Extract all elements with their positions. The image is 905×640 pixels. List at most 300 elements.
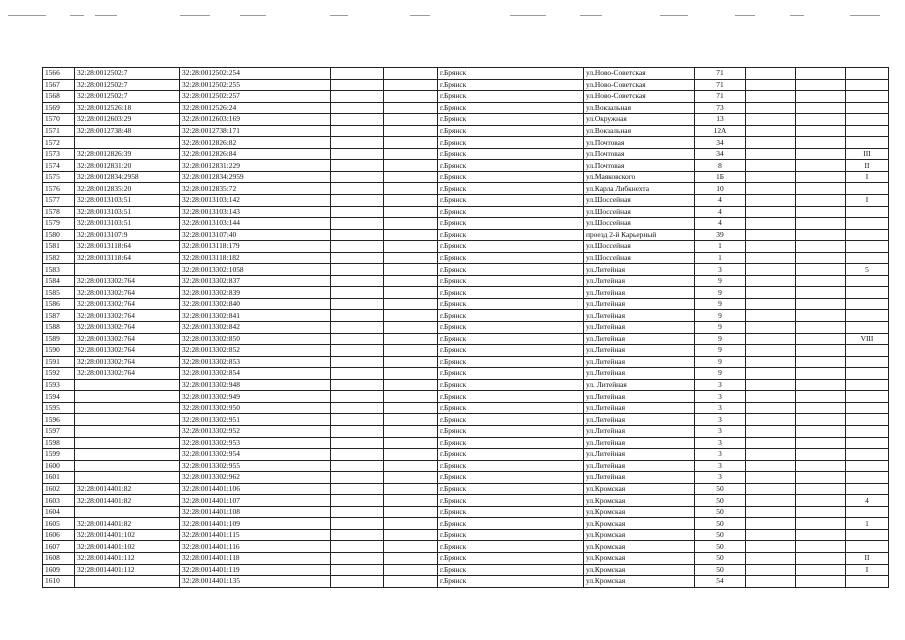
table-cell: 32:28:0014401:112	[75, 552, 180, 564]
table-cell	[746, 414, 796, 426]
table-cell: 32:28:0014401:112	[75, 564, 180, 576]
table-cell: 32:28:0012502:257	[180, 91, 331, 103]
table-cell	[331, 102, 384, 114]
table-cell: 1596	[43, 414, 75, 426]
table-cell: 32:28:0013302:949	[180, 391, 331, 403]
table-cell: 32:28:0013302:852	[180, 345, 331, 357]
table-cell: 32:28:0013103:143	[180, 206, 331, 218]
table-cell	[846, 483, 889, 495]
table-cell	[796, 218, 846, 230]
table-cell	[746, 264, 796, 276]
table-cell	[331, 252, 384, 264]
table-cell: ул.Литейная	[584, 287, 695, 299]
table-cell: 32:28:0012835:72	[180, 183, 331, 195]
table-cell	[331, 460, 384, 472]
table-cell	[384, 345, 438, 357]
table-cell: г.Брянск	[438, 391, 584, 403]
table-cell: 50	[695, 518, 746, 530]
table-cell	[746, 345, 796, 357]
table-cell: 13	[695, 114, 746, 126]
table-cell: 1579	[43, 218, 75, 230]
table-cell: ул.Почтовая	[584, 160, 695, 172]
table-cell	[796, 298, 846, 310]
table-cell	[331, 529, 384, 541]
table-cell: г.Брянск	[438, 529, 584, 541]
table-cell: г.Брянск	[438, 206, 584, 218]
table-cell: 4	[695, 195, 746, 207]
table-cell: 32:28:0013302:952	[180, 425, 331, 437]
table-cell: 3	[695, 437, 746, 449]
table-cell	[796, 345, 846, 357]
table-cell	[846, 114, 889, 126]
table-cell: ул.Литейная	[584, 275, 695, 287]
table-cell: г.Брянск	[438, 102, 584, 114]
table-cell	[846, 414, 889, 426]
table-cell	[384, 402, 438, 414]
table-cell: ул.Маяковского	[584, 171, 695, 183]
table-cell	[846, 137, 889, 149]
table-cell: проезд 2-й Карьерный	[584, 229, 695, 241]
table-cell: г.Брянск	[438, 356, 584, 368]
table-cell: ул.Литейная	[584, 414, 695, 426]
table-cell: г.Брянск	[438, 425, 584, 437]
table-cell	[746, 564, 796, 576]
table-cell	[384, 264, 438, 276]
table-row	[43, 345, 889, 357]
table-cell: 32:28:0012738:171	[180, 125, 331, 137]
table-cell	[384, 171, 438, 183]
table-cell: 54	[695, 576, 746, 588]
table-row	[43, 449, 889, 461]
table-cell	[796, 414, 846, 426]
table-cell: 32:28:0013302:764	[75, 298, 180, 310]
table-row	[43, 79, 889, 91]
table-cell: 32:28:0014401:118	[180, 552, 331, 564]
table-cell: 32:28:0012603:29	[75, 114, 180, 126]
table-cell	[796, 460, 846, 472]
table-cell: ул.Литейная	[584, 310, 695, 322]
table-cell	[384, 449, 438, 461]
table-cell: 10	[695, 183, 746, 195]
table-cell	[331, 564, 384, 576]
table-cell	[75, 449, 180, 461]
table-cell	[331, 345, 384, 357]
table-cell	[746, 183, 796, 195]
table-cell	[746, 298, 796, 310]
table-cell: ул.Литейная	[584, 264, 695, 276]
table-cell: 32:28:0013107:40	[180, 229, 331, 241]
table-cell: ул.Литейная	[584, 333, 695, 345]
table-cell: г.Брянск	[438, 91, 584, 103]
table-cell	[796, 183, 846, 195]
table-cell: 32:28:0013118:182	[180, 252, 331, 264]
table-cell: 1578	[43, 206, 75, 218]
table-row	[43, 160, 889, 172]
table-cell	[384, 275, 438, 287]
table-cell	[331, 125, 384, 137]
table-cell: 32:28:0014401:82	[75, 495, 180, 507]
table-cell	[746, 322, 796, 334]
table-cell: г.Брянск	[438, 171, 584, 183]
table-cell: ул.Литейная	[584, 391, 695, 403]
table-cell	[384, 125, 438, 137]
table-cell: 32:28:0013302:764	[75, 368, 180, 380]
table-cell: 5	[846, 264, 889, 276]
table-cell	[331, 506, 384, 518]
table-cell	[796, 541, 846, 553]
table-cell: ул.Шоссейная	[584, 241, 695, 253]
table-cell: г.Брянск	[438, 183, 584, 195]
table-cell: ул.Вокзальная	[584, 125, 695, 137]
table-cell: 4	[846, 495, 889, 507]
table-cell	[746, 148, 796, 160]
table-cell: 32:28:0013302:950	[180, 402, 331, 414]
table-cell	[384, 252, 438, 264]
table-cell	[746, 449, 796, 461]
table-cell	[331, 195, 384, 207]
table-cell	[746, 402, 796, 414]
table-cell: 3	[695, 425, 746, 437]
table-cell	[331, 437, 384, 449]
table-cell: г.Брянск	[438, 414, 584, 426]
table-cell	[384, 206, 438, 218]
table-cell: г.Брянск	[438, 310, 584, 322]
table-row	[43, 252, 889, 264]
table-cell	[384, 241, 438, 253]
table-cell	[796, 171, 846, 183]
table-cell: 32:28:0012835:20	[75, 183, 180, 195]
table-row	[43, 483, 889, 495]
table-cell	[796, 160, 846, 172]
table-cell: 32:28:0013302:955	[180, 460, 331, 472]
table-cell: 1	[846, 518, 889, 530]
table-cell	[846, 472, 889, 484]
table-row	[43, 264, 889, 276]
table-cell	[796, 91, 846, 103]
table-cell	[746, 206, 796, 218]
table-cell: 1571	[43, 125, 75, 137]
table-cell: ул.Литейная	[584, 322, 695, 334]
table-cell	[75, 576, 180, 588]
table-cell: 1595	[43, 402, 75, 414]
table-cell	[331, 518, 384, 530]
table-cell	[796, 495, 846, 507]
table-cell: 32:28:0012738:48	[75, 125, 180, 137]
table-cell	[384, 322, 438, 334]
table-cell: 32:28:0014401:109	[180, 518, 331, 530]
table-cell: 32:28:0013302:854	[180, 368, 331, 380]
table-cell: 9	[695, 333, 746, 345]
table-cell: 1592	[43, 368, 75, 380]
table-row	[43, 229, 889, 241]
table-cell	[331, 298, 384, 310]
table-cell	[746, 160, 796, 172]
table-cell	[846, 345, 889, 357]
table-cell: г.Брянск	[438, 68, 584, 80]
table-cell: г.Брянск	[438, 195, 584, 207]
table-cell: 3	[695, 449, 746, 461]
table-cell: 1605	[43, 518, 75, 530]
table-row	[43, 241, 889, 253]
table-cell: 50	[695, 564, 746, 576]
table-cell	[796, 195, 846, 207]
table-cell: II	[846, 160, 889, 172]
table-cell	[384, 68, 438, 80]
table-row	[43, 218, 889, 230]
table-cell	[331, 218, 384, 230]
table-cell	[746, 379, 796, 391]
table-cell	[331, 576, 384, 588]
table-row	[43, 414, 889, 426]
table-cell: II	[846, 552, 889, 564]
table-cell: 1577	[43, 195, 75, 207]
table-cell: 32:28:0012526:24	[180, 102, 331, 114]
table-cell	[746, 79, 796, 91]
table-cell	[796, 402, 846, 414]
table-cell	[796, 148, 846, 160]
table-cell	[746, 125, 796, 137]
table-cell: 32:28:0012826:82	[180, 137, 331, 149]
table-cell	[746, 483, 796, 495]
table-cell	[331, 449, 384, 461]
table-cell: 32:28:0013103:144	[180, 218, 331, 230]
table-cell: 1573	[43, 148, 75, 160]
table-cell: 9	[695, 298, 746, 310]
table-cell: ул.Литейная	[584, 449, 695, 461]
table-cell	[846, 102, 889, 114]
table-cell	[796, 356, 846, 368]
table-cell	[384, 356, 438, 368]
table-cell: 1570	[43, 114, 75, 126]
table-cell: г.Брянск	[438, 495, 584, 507]
table-cell	[331, 114, 384, 126]
table-cell	[846, 206, 889, 218]
table-cell	[746, 506, 796, 518]
table-cell	[796, 564, 846, 576]
table-cell	[796, 229, 846, 241]
table-cell	[846, 252, 889, 264]
table-cell	[331, 310, 384, 322]
table-cell: 32:28:0012826:39	[75, 148, 180, 160]
table-cell	[846, 322, 889, 334]
table-cell: г.Брянск	[438, 402, 584, 414]
table-cell: I	[846, 171, 889, 183]
table-cell: 32:28:0013118:64	[75, 241, 180, 253]
table-cell: 1604	[43, 506, 75, 518]
table-cell: ул.Кромская	[584, 495, 695, 507]
table-cell: 50	[695, 506, 746, 518]
table-cell: VIII	[846, 333, 889, 345]
table-cell	[846, 356, 889, 368]
table-cell: 9	[695, 287, 746, 299]
table-cell: 1603	[43, 495, 75, 507]
table-cell: 1575	[43, 171, 75, 183]
table-cell: ул.Кромская	[584, 576, 695, 588]
table-cell: г.Брянск	[438, 264, 584, 276]
table-cell: 32:28:0014401:82	[75, 518, 180, 530]
table-cell: ул.Литейная	[584, 368, 695, 380]
table-cell: 32:28:0012834:2959	[180, 171, 331, 183]
table-cell	[384, 287, 438, 299]
table-cell: 1566	[43, 68, 75, 80]
table-row	[43, 322, 889, 334]
table-row	[43, 402, 889, 414]
table-cell	[384, 160, 438, 172]
table-cell	[384, 472, 438, 484]
table-cell: 8	[695, 160, 746, 172]
table-row	[43, 148, 889, 160]
table-cell: г.Брянск	[438, 229, 584, 241]
table-row	[43, 171, 889, 183]
table-cell	[331, 68, 384, 80]
table-cell	[331, 552, 384, 564]
table-cell: г.Брянск	[438, 460, 584, 472]
table-cell: г.Брянск	[438, 472, 584, 484]
table-cell: 32:28:0014401:107	[180, 495, 331, 507]
table-cell: 50	[695, 541, 746, 553]
table-cell: 1585	[43, 287, 75, 299]
table-cell: г.Брянск	[438, 541, 584, 553]
table-row	[43, 275, 889, 287]
table-cell	[331, 137, 384, 149]
table-cell	[331, 241, 384, 253]
table-cell: 4	[695, 206, 746, 218]
table-cell	[384, 437, 438, 449]
table-cell: ул.Окружная	[584, 114, 695, 126]
table-cell	[796, 264, 846, 276]
table-cell: 32:28:0014401:106	[180, 483, 331, 495]
table-cell	[796, 483, 846, 495]
table-cell: 32:28:0013103:142	[180, 195, 331, 207]
table-cell: 34	[695, 148, 746, 160]
table-cell: г.Брянск	[438, 252, 584, 264]
table-cell: ул.Кромская	[584, 564, 695, 576]
table-cell	[846, 391, 889, 403]
table-cell	[331, 391, 384, 403]
table-row	[43, 298, 889, 310]
table-cell: 1583	[43, 264, 75, 276]
table-cell	[746, 518, 796, 530]
table-cell	[846, 529, 889, 541]
table-cell	[746, 310, 796, 322]
table-cell: г.Брянск	[438, 483, 584, 495]
table-row	[43, 125, 889, 137]
table-cell: г.Брянск	[438, 148, 584, 160]
table-cell	[75, 472, 180, 484]
table-cell	[846, 310, 889, 322]
table-cell: г.Брянск	[438, 564, 584, 576]
table-cell: ул.Кромская	[584, 541, 695, 553]
table-row	[43, 91, 889, 103]
table-cell: 32:28:0013302:853	[180, 356, 331, 368]
table-cell	[331, 91, 384, 103]
table-cell: 32:28:0013302:764	[75, 356, 180, 368]
table-cell	[746, 137, 796, 149]
table-cell	[384, 79, 438, 91]
table-cell	[331, 483, 384, 495]
table-cell	[384, 379, 438, 391]
table-cell: 1572	[43, 137, 75, 149]
table-row	[43, 68, 889, 80]
table-cell	[384, 414, 438, 426]
table-cell: г.Брянск	[438, 379, 584, 391]
table-cell: ул.Кромская	[584, 552, 695, 564]
table-cell: 32:28:0013302:841	[180, 310, 331, 322]
table-cell: ул.Кромская	[584, 506, 695, 518]
table-row	[43, 333, 889, 345]
table-row	[43, 137, 889, 149]
table-cell	[796, 137, 846, 149]
table-cell: 73	[695, 102, 746, 114]
table-cell	[746, 460, 796, 472]
table-cell	[746, 68, 796, 80]
table-cell	[846, 91, 889, 103]
table-cell: ул.Литейная	[584, 472, 695, 484]
table-cell	[746, 275, 796, 287]
table-cell: ул.Почтовая	[584, 148, 695, 160]
table-cell: 50	[695, 483, 746, 495]
table-cell: ул.Шоссейная	[584, 206, 695, 218]
table-cell	[796, 125, 846, 137]
table-cell	[384, 529, 438, 541]
table-cell	[331, 275, 384, 287]
table-cell: ул.Вокзальная	[584, 102, 695, 114]
table-cell: 32:28:0012831:20	[75, 160, 180, 172]
table-cell	[384, 333, 438, 345]
table-cell: 1	[695, 241, 746, 253]
table-cell	[796, 114, 846, 126]
table-cell: 32:28:0014401:102	[75, 541, 180, 553]
table-cell: ул.Почтовая	[584, 137, 695, 149]
table-cell: 9	[695, 322, 746, 334]
table-cell	[746, 552, 796, 564]
table-cell	[746, 102, 796, 114]
table-cell: 32:28:0012826:84	[180, 148, 331, 160]
table-cell	[796, 368, 846, 380]
table-cell	[746, 437, 796, 449]
table-cell	[384, 102, 438, 114]
table-cell	[796, 241, 846, 253]
table-cell	[746, 472, 796, 484]
table-cell: 3	[695, 414, 746, 426]
table-cell: 32:28:0014401:116	[180, 541, 331, 553]
table-cell	[846, 298, 889, 310]
table-cell	[796, 68, 846, 80]
table-cell: 1602	[43, 483, 75, 495]
table-cell	[331, 541, 384, 553]
table-cell	[796, 518, 846, 530]
table-cell	[746, 356, 796, 368]
table-cell	[331, 206, 384, 218]
table-cell: 1601	[43, 472, 75, 484]
table-cell: 1594	[43, 391, 75, 403]
table-row	[43, 541, 889, 553]
table-cell	[746, 391, 796, 403]
table-cell: 1610	[43, 576, 75, 588]
table-cell: ул.Карла Либкнехта	[584, 183, 695, 195]
table-cell: ул.Шоссейная	[584, 195, 695, 207]
table-cell	[846, 576, 889, 588]
table-cell: 1609	[43, 564, 75, 576]
table-cell: 12А	[695, 125, 746, 137]
table-cell: 32:28:0013118:64	[75, 252, 180, 264]
table-row	[43, 564, 889, 576]
table-cell	[384, 564, 438, 576]
table-cell: г.Брянск	[438, 437, 584, 449]
scan-noise-header	[0, 12, 905, 20]
table-cell	[746, 333, 796, 345]
table-cell	[796, 322, 846, 334]
